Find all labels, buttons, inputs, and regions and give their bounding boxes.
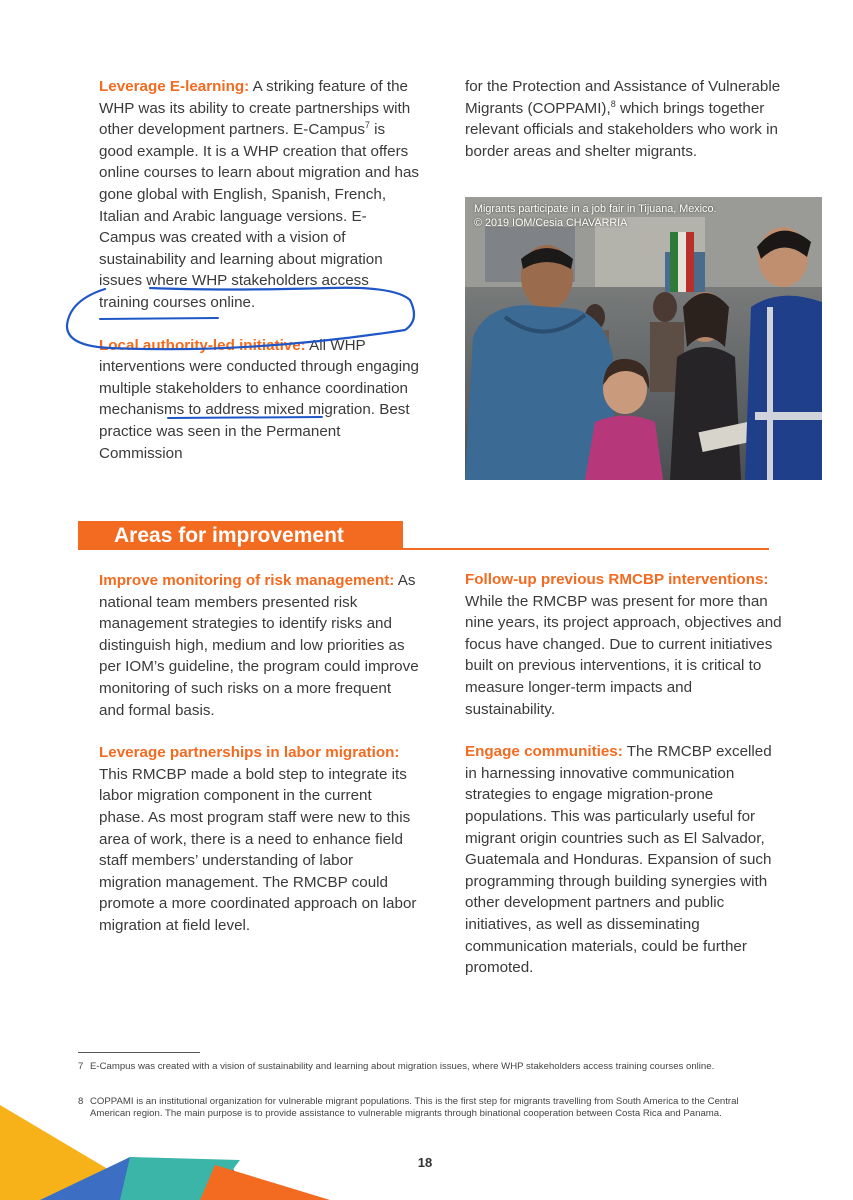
paragraph-lead: Leverage partnerships in labor migration: [99,744,400,762]
footnote-ref-7[interactable]: 7 [364,120,370,131]
paragraph-coppami-continued [465,76,795,162]
paragraph-lead: Local authority-led initiative: [99,336,306,354]
paragraph-engage-communities [465,741,785,979]
left-column-bottom [99,570,419,937]
paragraph-text: A striking feature of the WHP was its ability to create partnerships with other development partners. E-Campus [99,78,411,139]
paragraph-lead: Improve monitoring of risk management: [99,572,395,589]
paragraph-text: All WHP interventions were conducted through engaging multiple stakeholders to enhance coordination mechanisms to address mixed migration. Best practice was seen in the Permanent Commission [99,336,420,462]
paragraph-labor-migration [99,742,419,936]
footnote-text: COPPAMI is an institutional organization for vulnerable migrant populations. This is the first step for migrants travelling from South America to the Central American region. The main purpose is to provide assistance to vulnerable migrants through binational cooperation between Costa Rica and Panama. [90,1096,739,1119]
photo-illustration [465,197,822,480]
footnote-number: 8 [78,1096,84,1107]
page-number: 18 [417,1155,433,1170]
corner-shape-orange [200,1165,330,1200]
footnote-ref-8[interactable]: 8 [610,98,616,109]
footnote-divider [78,1052,200,1053]
job-fair-photo [465,197,822,480]
paragraph-risk-management [99,570,419,721]
right-column-bottom [465,569,785,979]
footnote-text: E-Campus was created with a vision of sustainability and learning about migration issues, where WHP stakeholders access training courses online. [90,1061,715,1072]
footnote-number: 7 [78,1061,84,1072]
paragraph-text: is good example. It is a WHP creation that offers online courses to learn about migration and has gone global with English, Spanish, French, Italian and Arabic language versions. E-Campus was created with a vision of sustainability and learning about migration issues where WHP stakeholders access training courses online. [99,121,419,311]
paragraph-local-authority [99,335,419,465]
right-column-top [465,76,795,162]
photo-caption-line: Migrants participate in a job fair in Tijuana, Mexico. [474,203,717,215]
paragraph-text: The RMCBP excelled in harnessing innovative communication strategies to engage migration-prone populations. This was particularly useful for migrant origin countries such as El Salvador, Guatemala and Honduras. Expansion of such programming through building synergies with other development partners and public initiatives, as well as disseminating communication materials, could be further promoted. [465,743,772,977]
photo-credit: © 2019 IOM/Cesia CHAVARRIA [474,217,628,229]
section-rule [403,548,769,550]
corner-decoration [0,1095,853,1200]
left-column-top [99,76,419,464]
paragraph-lead: Follow-up previous RMCBP interventions: [465,571,769,588]
paragraph-lead: Engage communities: [465,743,623,761]
paragraph-text: which brings together relevant officials and stakeholders who work in border areas and shelter migrants. [465,99,778,160]
paragraph-leverage-elearning [99,76,419,314]
footnote-7 [78,1061,778,1073]
paragraph-text: for the Protection and Assistance of Vulnerable Migrants (COPPAMI), [465,78,781,117]
paragraph-follow-up [465,569,785,720]
photo-caption [474,202,716,230]
paragraph-text: While the RMCBP was present for more than nine years, its project approach, objectives and focus have changed. Due to current initiatives built on previous interventions, it is critical to measure longer-term impacts and sustainability. [465,592,782,718]
paragraph-lead: Leverage E-learning: [99,78,250,95]
section-title: Areas for improvement [114,524,344,547]
paragraph-text: This RMCBP made a bold step to integrate its labor migration component in the current phase. As most program staff were new to this area of work, there is a need to enhance field staff members’ understanding of labor migration management. The RMCBP could promote a more coordinated approach on labor migration at field level. [99,765,417,934]
paragraph-text: As national team members presented risk management strategies to identify risks and distinguish high, medium and low priorities as per IOM’s guideline, the program could improve monitoring of such risks on a more frequent and formal basis. [99,572,419,719]
